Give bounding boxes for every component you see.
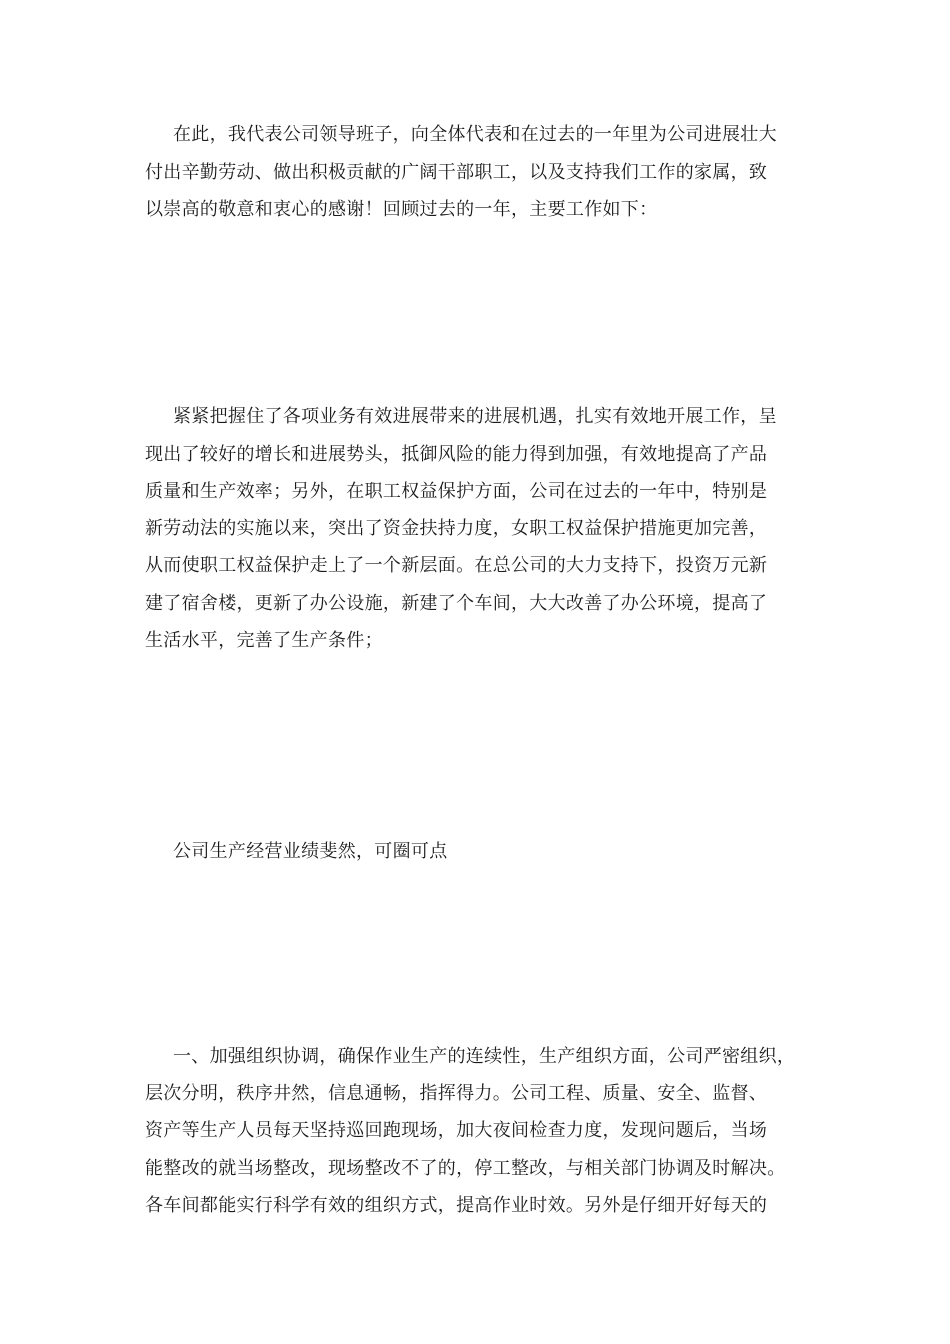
text-line: 紧紧把握住了各项业务有效进展带来的进展机遇，扎实有效地开展工作，呈 — [173, 406, 777, 427]
text-line: 资产等生产人员每天坚持巡回跑现场，加大夜间检查力度，发现问题后，当场 — [145, 1120, 768, 1141]
text-line: 新劳动法的实施以来，突出了资金扶持力度，女职工权益保护措施更加完善， — [145, 518, 768, 539]
text-line: 从而使职工权益保护走上了一个新层面。在总公司的大力支持下，投资万元新 — [145, 555, 768, 576]
text-line: 一、加强组织协调，确保作业生产的连续性，生产组织方面，公司严密组织， — [173, 1046, 796, 1067]
text-line: 在此，我代表公司领导班子，向全体代表和在过去的一年里为公司进展壮大 — [173, 124, 777, 145]
text-line: 能整改的就当场整改，现场整改不了的，停工整改，与相关部门协调及时解决。 — [145, 1158, 786, 1179]
text-line: 质量和生产效率；另外，在职工权益保护方面，公司在过去的一年中，特别是 — [145, 481, 768, 502]
text-line: 生活水平，完善了生产条件； — [145, 630, 383, 651]
text-line: 层次分明，秩序井然，信息通畅，指挥得力。公司工程、质量、安全、监督、 — [145, 1083, 768, 1104]
text-line: 以崇高的敬意和衷心的感谢！回顾过去的一年，主要工作如下： — [145, 199, 658, 220]
text-line: 现出了较好的增长和进展势头，抵御风险的能力得到加强，有效地提高了产品 — [145, 444, 768, 465]
text-line: 各车间都能实行科学有效的组织方式，提高作业时效。另外是仔细开好每天的 — [145, 1195, 768, 1216]
text-line: 付出辛勤劳动、做出积极贡献的广阔干部职工，以及支持我们工作的家属，致 — [145, 162, 768, 183]
section-heading: 公司生产经营业绩斐然，可圈可点 — [173, 841, 448, 862]
text-line: 建了宿舍楼，更新了办公设施，新建了个车间，大大改善了办公环境，提高了 — [145, 593, 768, 614]
